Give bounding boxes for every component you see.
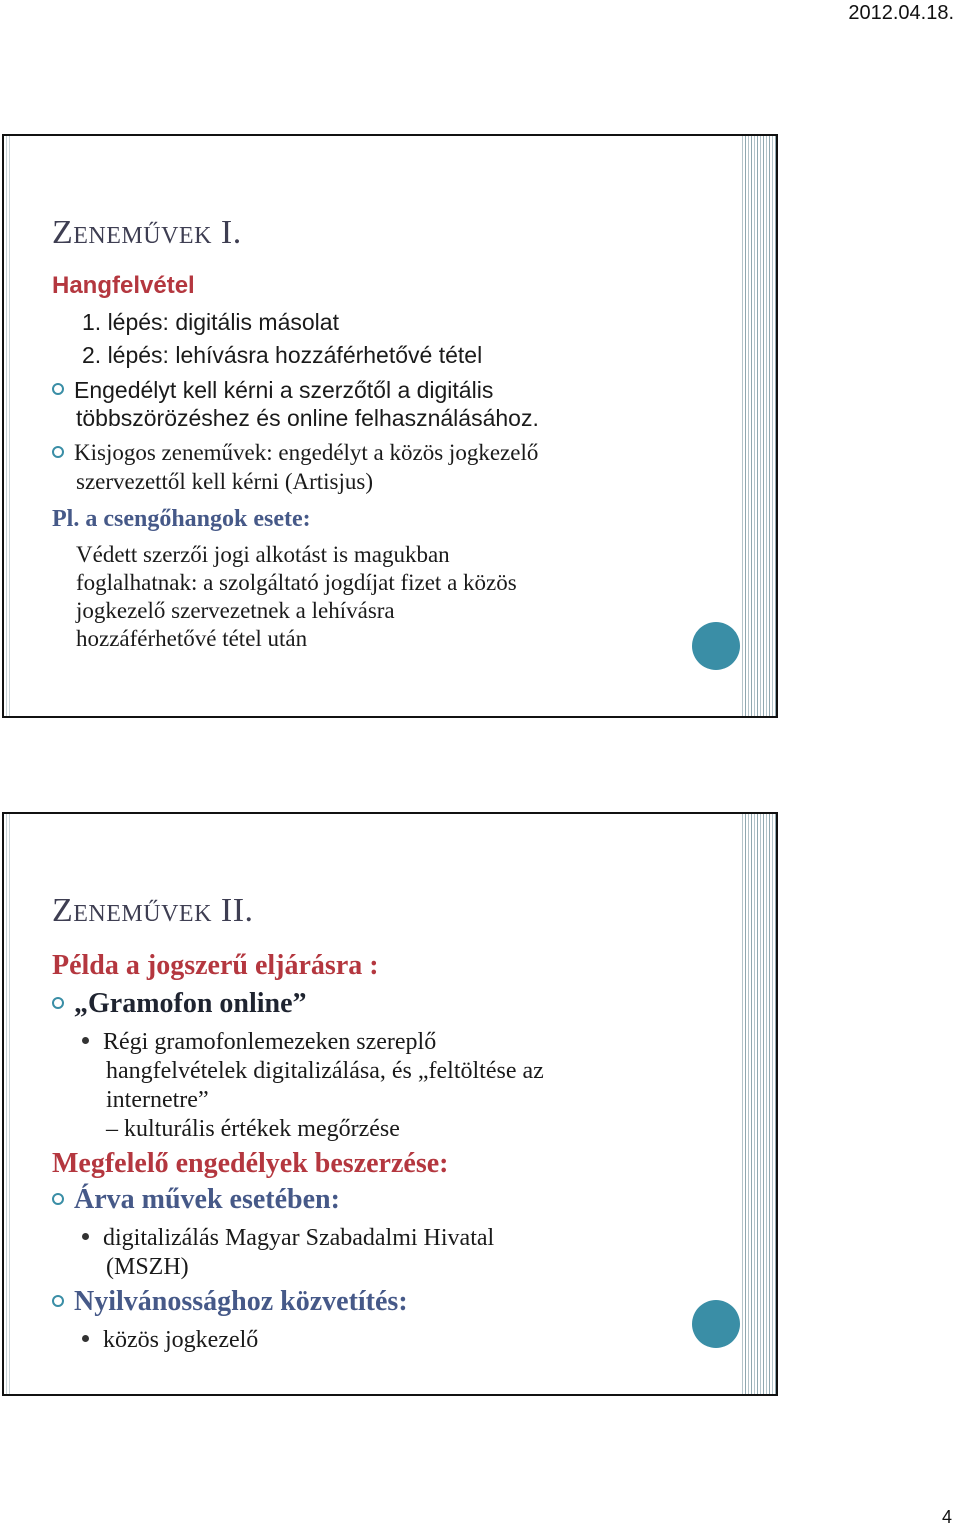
step-2: 2. lépés: lehívásra hozzáférhetővé tétel xyxy=(82,342,483,368)
slide-1-stripes xyxy=(742,136,776,716)
dot-bullet-icon xyxy=(82,1037,89,1044)
ring-bullet-icon xyxy=(52,997,64,1009)
slide-2-stripes xyxy=(742,814,776,1394)
example-line-1: Védett szerzői jogi alkotást is magukban xyxy=(76,542,450,567)
item-1 xyxy=(52,988,716,1020)
slide-1 xyxy=(2,134,778,718)
bullet-2-line-2: szervezettől kell kérni (Artisjus) xyxy=(76,469,373,494)
section-heading: Hangfelvétel xyxy=(52,272,195,299)
dot-bullet-icon xyxy=(82,1335,89,1342)
item-3-sub-line-1: közös jogkezelő xyxy=(103,1327,259,1353)
bullet-1 xyxy=(52,376,716,432)
permits-heading: Megfelelő engedélyek beszerzése: xyxy=(52,1148,449,1179)
dot-bullet-icon xyxy=(82,1233,89,1240)
item-2-sub xyxy=(52,1224,716,1282)
slide-2-content xyxy=(52,950,716,1355)
slide-1-content xyxy=(52,272,716,653)
item-2-sub-line-1: digitalizálás Magyar Szabadalmi Hivatal xyxy=(103,1225,495,1251)
item-1-label: „Gramofon online” xyxy=(74,988,307,1019)
item-3-sub xyxy=(52,1326,716,1355)
step-list xyxy=(52,306,716,372)
item-1-sub-line-1: Régi gramofonlemezeken szereplő xyxy=(103,1029,437,1055)
slide-2-title: Zeneművek II. xyxy=(52,892,254,929)
item-1-sub xyxy=(52,1028,716,1144)
item-2-sub-line-2: (MSZH) xyxy=(106,1254,189,1280)
bullet-2-line-1: Kisjogos zeneművek: engedélyt a közös jogkezelő xyxy=(74,440,539,465)
header-date: 2012.04.18. xyxy=(848,2,954,24)
slide-2 xyxy=(2,812,778,1396)
ring-bullet-icon xyxy=(52,1193,64,1205)
item-3 xyxy=(52,1286,716,1318)
example-line-3: jogkezelő szervezetnek a lehívásra xyxy=(76,598,395,623)
bullet-1-line-2: többszörözéshez és online felhasználásához. xyxy=(76,405,539,431)
example-line-4: hozzáférhetővé tétel után xyxy=(76,626,308,651)
example-text xyxy=(52,541,716,653)
item-1-sub-line-4: – kulturális értékek megőrzése xyxy=(106,1116,400,1142)
example-heading-2: Példa a jogszerű eljárásra : xyxy=(52,950,379,981)
bullet-2 xyxy=(52,438,716,496)
ring-bullet-icon xyxy=(52,383,64,395)
page-number: 4 xyxy=(941,1507,952,1527)
step-1: 1. lépés: digitális másolat xyxy=(82,309,339,335)
item-1-sub-line-3: internetre” xyxy=(106,1087,209,1113)
bullet-1-line-1: Engedélyt kell kérni a szerzőtől a digitális xyxy=(74,377,494,403)
item-1-sub-line-2: hangfelvételek digitalizálása, és „feltöltése az xyxy=(106,1058,544,1084)
item-2-label: Árva művek esetében: xyxy=(74,1184,340,1215)
item-3-label: Nyilvánossághoz közvetítés: xyxy=(74,1286,408,1317)
ring-bullet-icon xyxy=(52,1295,64,1307)
example-heading: Pl. a csengőhangok esete: xyxy=(52,506,311,532)
slide-1-title: Zeneművek I. xyxy=(52,214,242,251)
example-line-2: foglalhatnak: a szolgáltató jogdíjat fizet a közös xyxy=(76,570,517,595)
item-2 xyxy=(52,1184,716,1216)
ring-bullet-icon xyxy=(52,446,64,458)
